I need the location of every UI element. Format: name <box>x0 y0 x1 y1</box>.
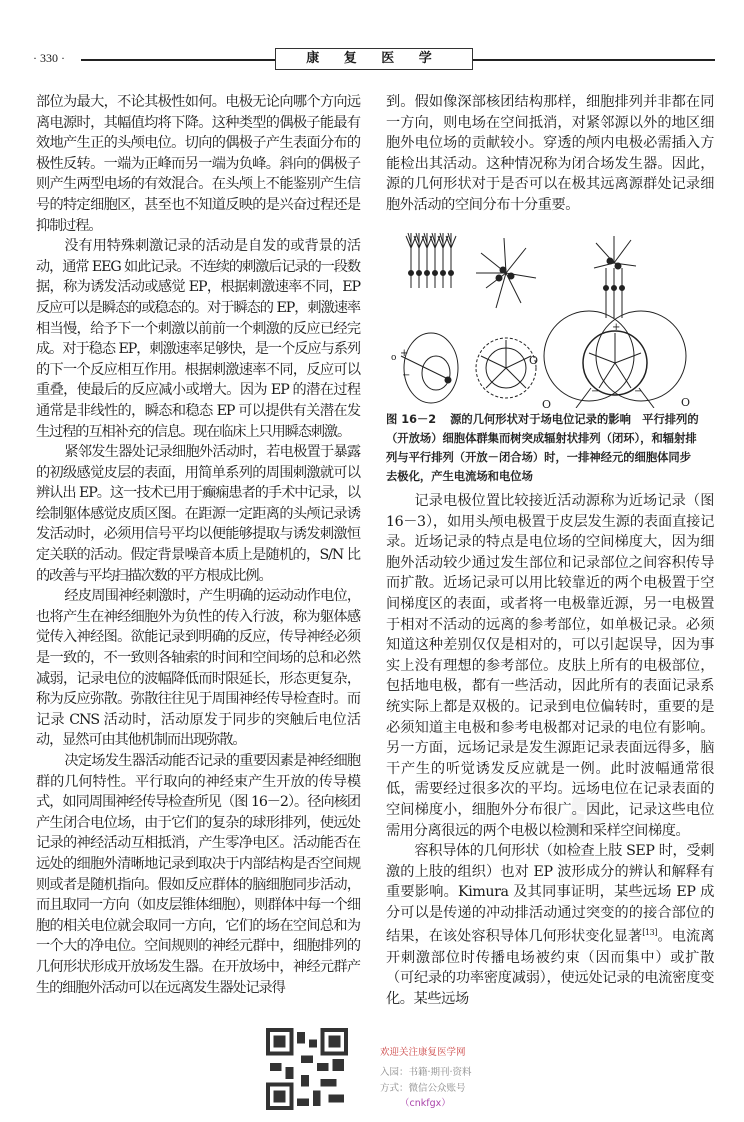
paragraph <box>386 841 714 1009</box>
watermark: ❖ <box>544 770 630 860</box>
paragraph: 经皮周围神经刺激时，产生明确的运动动作电位，也将产生在神经细胞外为负性的传入行波，称为躯体感觉传入神经图。欲能记录到明确的反应，传导神经必须是一致的，不一致则各轴索的时间和空间场的总和必然减弱，记录电位的波幅降低而时限延长，形态更复杂，称为反应弥散。弥散往往见于周围神经传导检查时。而记录 CNS 活动时，活动原发于同步的突触后电位活动，显然可由其他机制而出现弥散。 <box>36 588 360 749</box>
zero-label: O <box>529 354 539 367</box>
promo-banner <box>262 1024 502 1118</box>
minus-label: − <box>591 386 600 397</box>
header-rule-right <box>473 59 715 61</box>
paragraph-text: 容积导体的几何形状（如检查上肢 SEP 时，受刺激的上肢的组织）也对 EP 波形成分的辨认和解释有重要影响。Kimura 及其同事证明，某些远场 EP 成分可以是传递的冲动排活动通过突变的的接合部位的结果，在该处容积导体几何形状变化显著 <box>386 843 714 946</box>
journal-title: 康 复 医 学 <box>275 48 473 70</box>
open-field-diagram <box>391 333 458 403</box>
page-number: · 330 · <box>33 51 65 65</box>
paragraph: 到。假如像深部核团结构那样，细胞排列并非都在同一方向，则电场在空间抵消，对紧邻源以外的地区细胞外电位场的贡献较小。穿透的颅内电极必需插入方能检出其活动。这种情况称为闭合场发生器。因此，源的几何形状对于是否可以在极其远离源群处记录细胞外活动的空间分布十分重要。 <box>386 94 714 213</box>
qr-code <box>262 1024 352 1114</box>
promo-line-3: 方式：微信公众账号 <box>380 1083 466 1094</box>
figure-caption <box>386 410 701 486</box>
plus-label: + <box>400 348 409 359</box>
radial-neuron-cluster <box>476 238 536 308</box>
parallel-neurons <box>406 233 456 288</box>
minus-label: − <box>634 386 643 397</box>
running-header <box>33 48 715 70</box>
promo-line-4: （cnkfgx） <box>400 1098 451 1109</box>
zero-label: O <box>681 396 691 408</box>
minus-label: − <box>402 370 411 381</box>
promo-line-2: 入园：书籍·期刊·资料 <box>380 1067 472 1078</box>
citation-ref: [13] <box>642 928 658 938</box>
figure-label: 图 16－2 <box>386 413 437 426</box>
mixed-neuron-cluster <box>594 236 636 318</box>
right-column-bottom <box>386 491 714 1010</box>
zero-label: O <box>542 398 552 408</box>
paragraph: 决定场发生器活动能否记录的重要因素是神经细胞群的几何特性。平行取向的神经束产生开放的传导模式，如同周围神经传导检查所见（图 16－2）。径向核团产生闭合电位场，由于它们的复杂的球形排列，使远处记录的神经活动互相抵消，产生零净电区。活动能否在远处的细胞外清晰地记录到取决于内部结构是否空间规则或者是随机指向。假如反应群体的脑细胞同步活动，而且取同一方向（如皮层锥体细胞），则群体中每一个细胞的相关电位就会取同一方向，它们的场在空间总和为一个大的净电位。空间规则的神经元群中，细胞排列的几何形状形成开放场发生器。在开放场中，神经元群产生的细胞外活动可以在远离发生器处记录得 <box>36 753 360 996</box>
small-o-label: o <box>391 353 397 363</box>
paragraph: 紧邻发生器处记录细胞外活动时，若电极置于暴露的初级感觉皮层的表面，用简单系列的周围刺激就可以辨认出 EP。这一技术已用于癫痫患者的手术中记录，以绘制躯体感觉皮质区图。在距源一定距离的头颅记录诱发活动时，必须用信号平均以便能够提取与诱发刺激恒定关联的活动。假定背景噪音本质上是随机的，S/N 比的改善与平均扫描次数的平方根成比例。 <box>36 444 360 584</box>
right-column-top <box>386 92 714 216</box>
header-rule-left <box>81 59 275 61</box>
paragraph: 记录电极位置比较接近活动源称为近场记录（图 16－3），如用头颅电极置于皮层发生源的表面直接记录。近场记录的特点是电位场的空间梯度大，因为细胞外活动较少通过发生部位和记录部位之间容积传导而扩散。近场记录可以用比较靠近的两个电极置于空间梯度区的表面，或者将一电极靠近源，另一电极置于相对不活动的远离的参考部位，如单极记录。必须知道这种差别仅仅是相对的，可以引起误导，因为事实上没有理想的参考部位。皮肤上所有的电极部位，包括地电极，都有一些活动，因此所有的表面记录系统实际上都是双极的。记录到电位偏转时，重要的是必须知道主电极和参考电极都对记录的电位有影响。另一方面，远场记录是发生源距记录表面远得多，脑干产生的听觉诱发反应就是一例。此时波幅通常很低，需要经过很多次的平均。远场电位在记录表面的空间梯度小，细胞外分布很广。因此，记录这些电位需用分离很远的两个电极以检测和采样空间梯度。 <box>386 493 714 839</box>
paragraph: 部位为最大，不论其极性如何。电极无论向哪个方向远离电源时，其幅值均将下降。这种类型的偶极子能最有效地产生正的头颅电位。切向的偶极子产生表面分布的极性反转。一端为正峰而另一端为负峰。斜向的偶极子则产生两型电场的有效混合。在头颅上不能鉴别产生信号的特定细胞区，甚至也不知道反映的是兴奋过程还是抑制过程。 <box>36 94 360 234</box>
promo-line-1: 欢迎关注康复医学网 <box>380 1047 466 1058</box>
figure-caption-text: 源的几何形状对于场电位记录的影响 平行排列的（开放场）细胞体群集而树突成辐射状排列（闭环），和辐射排列与平行排列（开放－闭合场）时，一排神经元的细胞体同步去极化，产生电流场和电位场 <box>386 413 699 483</box>
closed-field-diagram <box>476 338 538 398</box>
figure-16-2 <box>386 228 716 408</box>
plus-label: + <box>612 322 621 333</box>
paragraph-text: 。电流离开刺激部位时传播电场被约束（因而集中）或扩散（可纪录的功率密度减弱），使远处记录的电流密度变化。某些远场 <box>386 929 714 1007</box>
left-column <box>36 92 360 998</box>
open-closed-field-diagram <box>542 311 690 408</box>
paragraph: 没有用特殊刺激记录的活动是自发的或背景的活动，通常 EEG 如此记录。不连续的刺激后记录的一段数据，称为诱发活动或感觉 EP，根据刺激速率不同，EP 反应可以是瞬态的或稳态的。对于瞬态的 EP，刺激速率相当慢，给予下一个刺激以前前一个刺激的反应已经完成。对于稳态 EP，刺激速率足够快，是一个反应与系列的下一个反应相互作用。根据刺激速率不同，反应可以重叠，使最后的反应减小或增大。因为 EP 的潜在过程通常是非线性的，瞬态和稳态 EP 可以提供有关潜在发生过程的互相补充的信息。现在临床上只用瞬态刺激。 <box>36 238 360 440</box>
